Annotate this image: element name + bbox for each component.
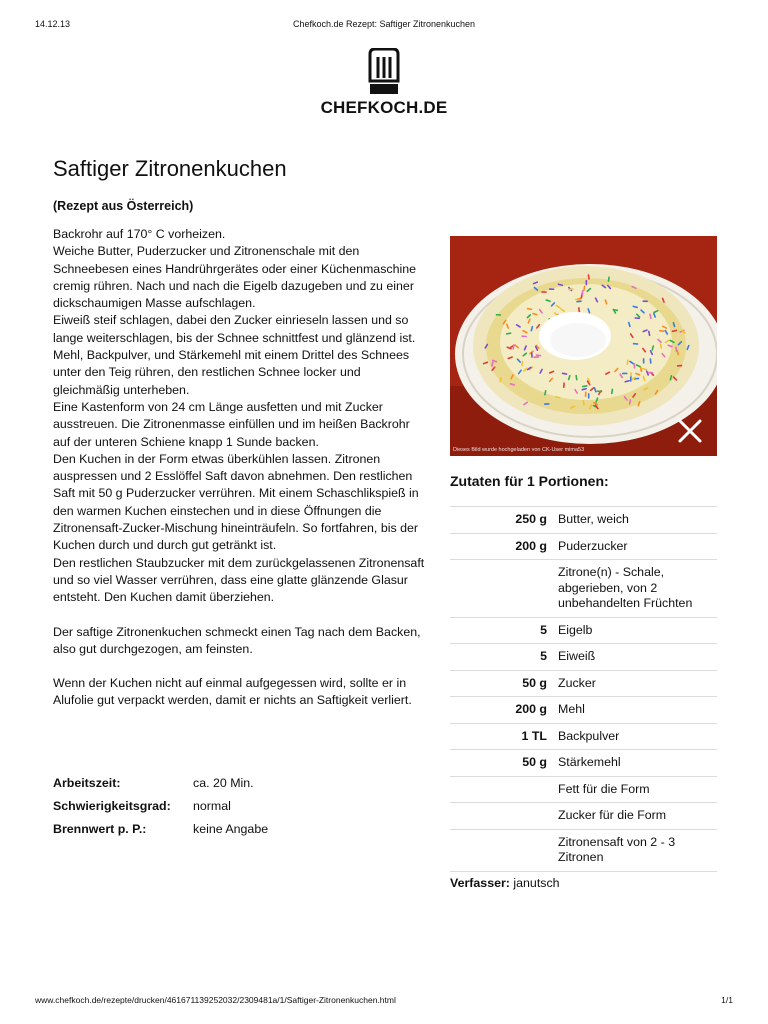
ingredient-name: Zucker für die Form xyxy=(558,803,717,830)
ingredient-row xyxy=(450,644,717,671)
ingredient-name: Zitronensaft von 2 - 3 Zitronen xyxy=(558,829,717,871)
recipe-instructions xyxy=(53,226,428,727)
ingredient-row xyxy=(450,803,717,830)
instructions-paragraph: Backrohr auf 170° C vorheizen. Weiche Butter, Puderzucker und Zitronenschale mit den Schneebesen eines Handrührgerätes oder einer Küchenmaschine cremig rühren. Nach und nach die Eigelb dazugeben und zu einer dickschaumigen Masse aufschlagen. Eiweiß steif schlagen, dabei den Zucker einrieseln lassen und so lange weiterschlagen, bis der Schnee schnittfest und glänzend ist. Mehl, Backpulver, und Stärkemehl mit einem Drittel des Schnees unter den Teig rühren, den restlichen Schnee locker und gleichmäßig unterheben. Eine Kastenform von 24 cm Länge ausfetten und mit Zucker ausstreuen. Die Zitronenmasse einfüllen und im heißen Backrohr auf der unteren Schiene knapp 1 Sunde backen. Den Kuchen in der Form etwas überkühlen lassen. Zitronen auspressen und 2 Esslöffel Saft davon abnehmen. Den restlichen Saft mit 50 g Puderzucker verrühren. Mit einem Schaschlikspieß in den warmen Kuchen einstechen und in diese Öffnungen die Zitronensaft-Zucker-Mischung hineinträufeln. So fortfahren, bis der Kuchen durch und durch gut getränkt ist. Den restlichen Staubzucker mit dem zurückgelassenen Zitronensaft und so viel Wasser verrühren, dass eine glatte glänzende Glasur entsteht. Den Kuchen damit überziehen. xyxy=(53,227,425,605)
ingredient-amount: 1 TL xyxy=(450,723,558,750)
chef-hat-icon xyxy=(365,48,403,96)
footer-url: www.chefkoch.de/rezepte/drucken/461671139252032/2309481a/1/Saftiger-Zitronenkuchen.html xyxy=(35,995,396,1005)
print-header-title: Chefkoch.de Rezept: Saftiger Zitronenkuchen xyxy=(292,19,476,29)
instructions-paragraph: Wenn der Kuchen nicht auf einmal aufgegessen wird, sollte er in Alufolie gut verpackt werden, damit er nichts an Saftigkeit verliert. xyxy=(53,676,412,708)
recipe-author xyxy=(450,876,560,890)
meta-row xyxy=(53,771,268,794)
ingredient-row xyxy=(450,617,717,644)
ingredient-row xyxy=(450,533,717,560)
ingredient-name: Stärkemehl xyxy=(558,750,717,777)
sprinkle xyxy=(507,333,511,334)
sprinkle xyxy=(533,314,537,315)
sprinkle xyxy=(582,389,586,390)
ingredient-amount: 50 g xyxy=(450,670,558,697)
sprinkle xyxy=(650,314,651,318)
sprinkle xyxy=(546,300,550,301)
sprinkle xyxy=(633,306,637,307)
photo-caption: Dieses Bild wurde hochgeladen von CK-User mima53 xyxy=(453,447,585,453)
ingredient-name: Eiweiß xyxy=(558,644,717,671)
meta-value: normal xyxy=(193,798,231,813)
sprinkle xyxy=(545,391,546,395)
ingredient-amount xyxy=(450,560,558,618)
sprinkle xyxy=(649,331,650,335)
author-name: janutsch xyxy=(513,876,560,890)
recipe-origin: (Rezept aus Österreich) xyxy=(53,199,194,213)
sprinkle xyxy=(563,373,567,374)
ingredient-name: Puderzucker xyxy=(558,533,717,560)
ingredient-name: Mehl xyxy=(558,697,717,724)
sprinkle xyxy=(629,323,630,327)
ingredient-amount: 250 g xyxy=(450,507,558,534)
ingredient-row xyxy=(450,507,717,534)
ingredient-row xyxy=(450,723,717,750)
meta-row xyxy=(53,817,268,840)
logo-text: CHEFKOCH.DE xyxy=(320,98,448,117)
sprinkle xyxy=(558,284,562,285)
ingredient-row xyxy=(450,829,717,871)
ingredient-row xyxy=(450,697,717,724)
ingredient-row xyxy=(450,750,717,777)
ingredient-amount xyxy=(450,776,558,803)
sprinkle xyxy=(513,345,514,349)
sprinkle xyxy=(522,362,523,366)
sprinkle xyxy=(492,362,493,366)
site-logo[interactable] xyxy=(0,48,768,118)
ingredient-amount xyxy=(450,829,558,871)
sprinkle xyxy=(500,378,501,382)
sprinkle xyxy=(625,381,629,382)
ingredient-amount: 5 xyxy=(450,617,558,644)
sprinkle xyxy=(531,327,532,331)
instructions-paragraph: Der saftige Zitronenkuchen schmeckt einen Tag nach dem Backen, also gut durchgezogen, am feinsten. xyxy=(53,624,421,656)
sprinkle xyxy=(537,355,541,356)
sprinkle xyxy=(588,275,589,279)
sprinkle xyxy=(677,351,678,355)
sprinkle xyxy=(643,376,644,380)
ingredient-name: Backpulver xyxy=(558,723,717,750)
recipe-photo xyxy=(450,236,717,456)
ingredient-row xyxy=(450,670,717,697)
meta-label: Arbeitszeit: xyxy=(53,775,121,790)
sprinkle xyxy=(527,309,531,310)
sprinkle xyxy=(583,401,584,405)
sprinkle xyxy=(643,369,647,370)
sprinkle xyxy=(652,346,653,350)
sprinkle xyxy=(673,323,674,327)
ingredient-row xyxy=(450,776,717,803)
sprinkle xyxy=(579,308,580,312)
ingredient-name: Eigelb xyxy=(558,617,717,644)
ingredients-table xyxy=(450,506,717,872)
sprinkle xyxy=(641,367,642,371)
recipe-meta xyxy=(53,771,268,840)
ingredient-row xyxy=(450,560,717,618)
sprinkle xyxy=(670,376,671,380)
meta-label: Schwierigkeitsgrad: xyxy=(53,798,171,813)
ingredient-name: Zucker xyxy=(558,670,717,697)
ingredient-amount: 200 g xyxy=(450,697,558,724)
ingredient-name: Fett für die Form xyxy=(558,776,717,803)
meta-row xyxy=(53,794,268,817)
meta-label: Brennwert p. P.: xyxy=(53,821,147,836)
sprinkle xyxy=(576,376,577,380)
sprinkle xyxy=(511,384,515,385)
meta-value: ca. 20 Min. xyxy=(193,775,254,790)
ingredient-amount xyxy=(450,803,558,830)
ingredient-amount: 50 g xyxy=(450,750,558,777)
sprinkle xyxy=(661,344,662,348)
sprinkle xyxy=(612,389,613,393)
ingredient-amount: 200 g xyxy=(450,533,558,560)
footer-page-number: 1/1 xyxy=(721,995,733,1005)
print-date: 14.12.13 xyxy=(35,19,71,29)
sprinkle xyxy=(583,386,587,387)
ingredient-name: Butter, weich xyxy=(558,507,717,534)
sprinkle xyxy=(630,400,631,404)
sprinkle xyxy=(577,301,581,302)
ingredients-title: Zutaten für 1 Portionen: xyxy=(450,473,609,489)
sprinkle xyxy=(672,330,676,331)
sprinkle xyxy=(608,277,609,281)
ingredient-name: Zitrone(n) - Schale, abgerieben, von 2 unbehandelten Früchten xyxy=(558,560,717,618)
ingredient-amount: 5 xyxy=(450,644,558,671)
sprinkle xyxy=(676,347,677,351)
author-label: Verfasser: xyxy=(450,876,510,890)
recipe-title: Saftiger Zitronenkuchen xyxy=(53,156,287,181)
meta-value: keine Angabe xyxy=(193,821,269,836)
cake-image xyxy=(450,236,717,456)
sprinkle xyxy=(584,286,585,290)
sprinkle xyxy=(556,397,560,398)
